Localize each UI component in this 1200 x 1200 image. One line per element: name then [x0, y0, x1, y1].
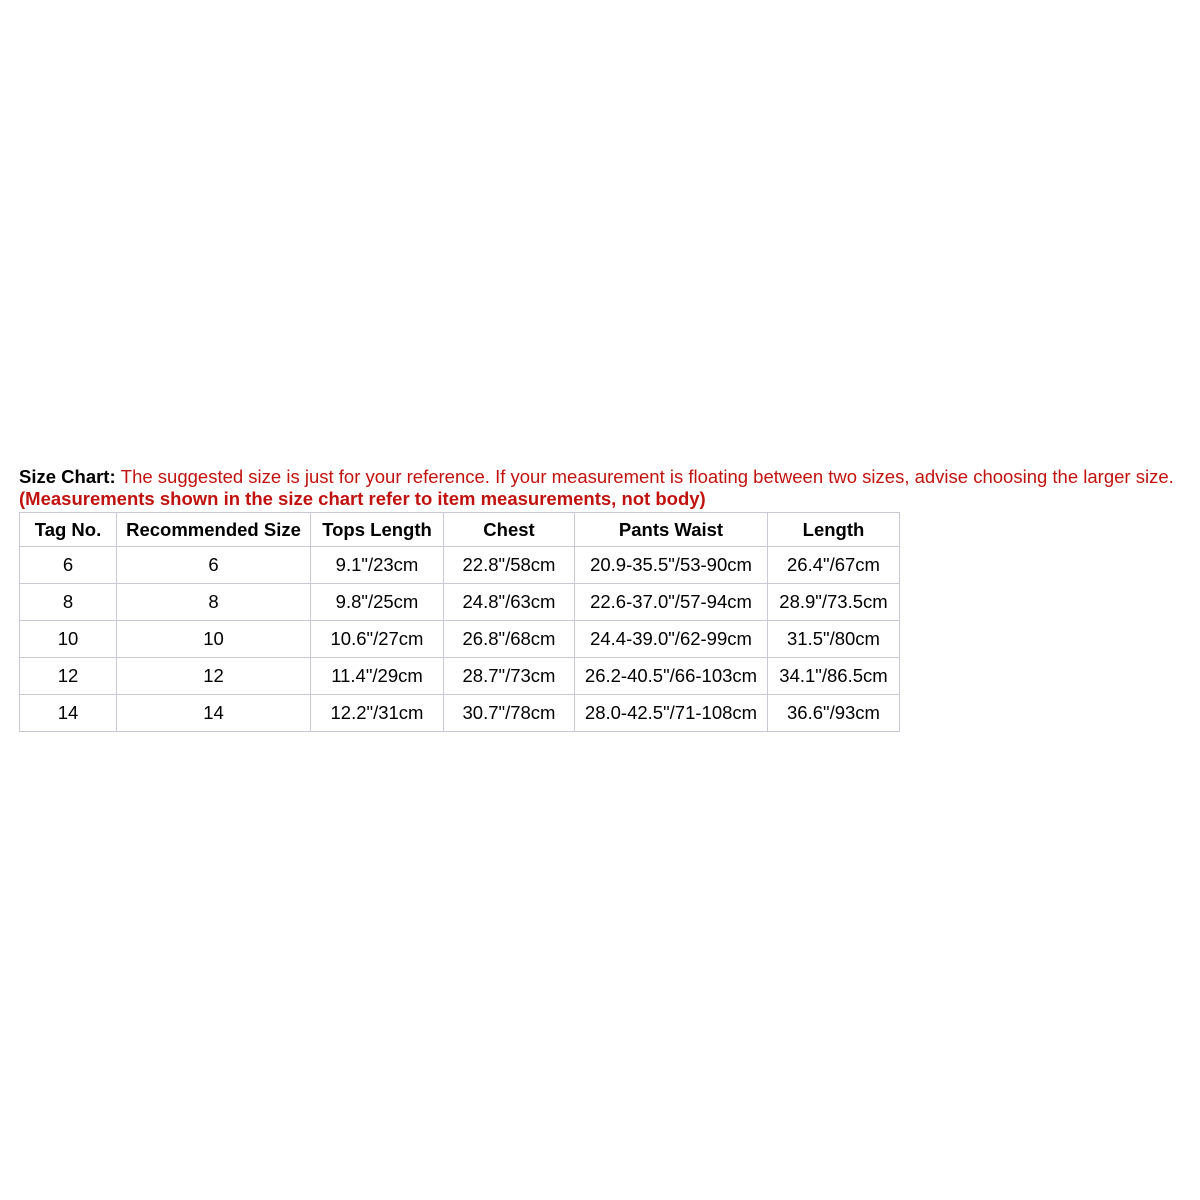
- cell-tag-no: 10: [20, 621, 117, 658]
- cell-pants-waist: 24.4-39.0"/62-99cm: [575, 621, 768, 658]
- table-row: [20, 584, 900, 621]
- cell-tag-no: 8: [20, 584, 117, 621]
- cell-recommended-size: 10: [117, 621, 311, 658]
- column-header-tops-length: Tops Length: [311, 513, 444, 547]
- cell-length: 31.5"/80cm: [768, 621, 900, 658]
- table-row: [20, 658, 900, 695]
- table-row: [20, 547, 900, 584]
- cell-length: 26.4"/67cm: [768, 547, 900, 584]
- cell-pants-waist: 26.2-40.5"/66-103cm: [575, 658, 768, 695]
- size-chart-separator: :: [109, 466, 121, 487]
- table-row: [20, 695, 900, 732]
- cell-tag-no: 12: [20, 658, 117, 695]
- cell-pants-waist: 20.9-35.5"/53-90cm: [575, 547, 768, 584]
- cell-chest: 24.8"/63cm: [444, 584, 575, 621]
- cell-length: 34.1"/86.5cm: [768, 658, 900, 695]
- size-chart-description: The suggested size is just for your reference. If your measurement is floating between two sizes, advise choosing the larger size.: [120, 466, 1174, 487]
- cell-recommended-size: 14: [117, 695, 311, 732]
- size-table: [19, 512, 900, 732]
- cell-recommended-size: 8: [117, 584, 311, 621]
- cell-tops-length: 9.8"/25cm: [311, 584, 444, 621]
- column-header-recommended-size: Recommended Size: [117, 513, 311, 547]
- table-row: [20, 621, 900, 658]
- cell-tops-length: 11.4"/29cm: [311, 658, 444, 695]
- size-chart-note: (Measurements shown in the size chart refer to item measurements, not body): [19, 488, 706, 509]
- cell-length: 36.6"/93cm: [768, 695, 900, 732]
- cell-tops-length: 10.6"/27cm: [311, 621, 444, 658]
- cell-pants-waist: 22.6-37.0"/57-94cm: [575, 584, 768, 621]
- cell-chest: 28.7"/73cm: [444, 658, 575, 695]
- cell-recommended-size: 12: [117, 658, 311, 695]
- cell-tag-no: 6: [20, 547, 117, 584]
- column-header-chest: Chest: [444, 513, 575, 547]
- cell-tops-length: 9.1"/23cm: [311, 547, 444, 584]
- cell-chest: 30.7"/78cm: [444, 695, 575, 732]
- cell-recommended-size: 6: [117, 547, 311, 584]
- cell-length: 28.9"/73.5cm: [768, 584, 900, 621]
- cell-chest: 26.8"/68cm: [444, 621, 575, 658]
- table-header-row: [20, 513, 900, 547]
- cell-tag-no: 14: [20, 695, 117, 732]
- cell-pants-waist: 28.0-42.5"/71-108cm: [575, 695, 768, 732]
- size-chart-section: [19, 466, 1184, 732]
- cell-tops-length: 12.2"/31cm: [311, 695, 444, 732]
- size-chart-label: Size Chart: [19, 466, 110, 487]
- column-header-pants-waist: Pants Waist: [575, 513, 768, 547]
- size-chart-intro: [19, 466, 1184, 510]
- column-header-tag-no: Tag No.: [20, 513, 117, 547]
- column-header-length: Length: [768, 513, 900, 547]
- cell-chest: 22.8"/58cm: [444, 547, 575, 584]
